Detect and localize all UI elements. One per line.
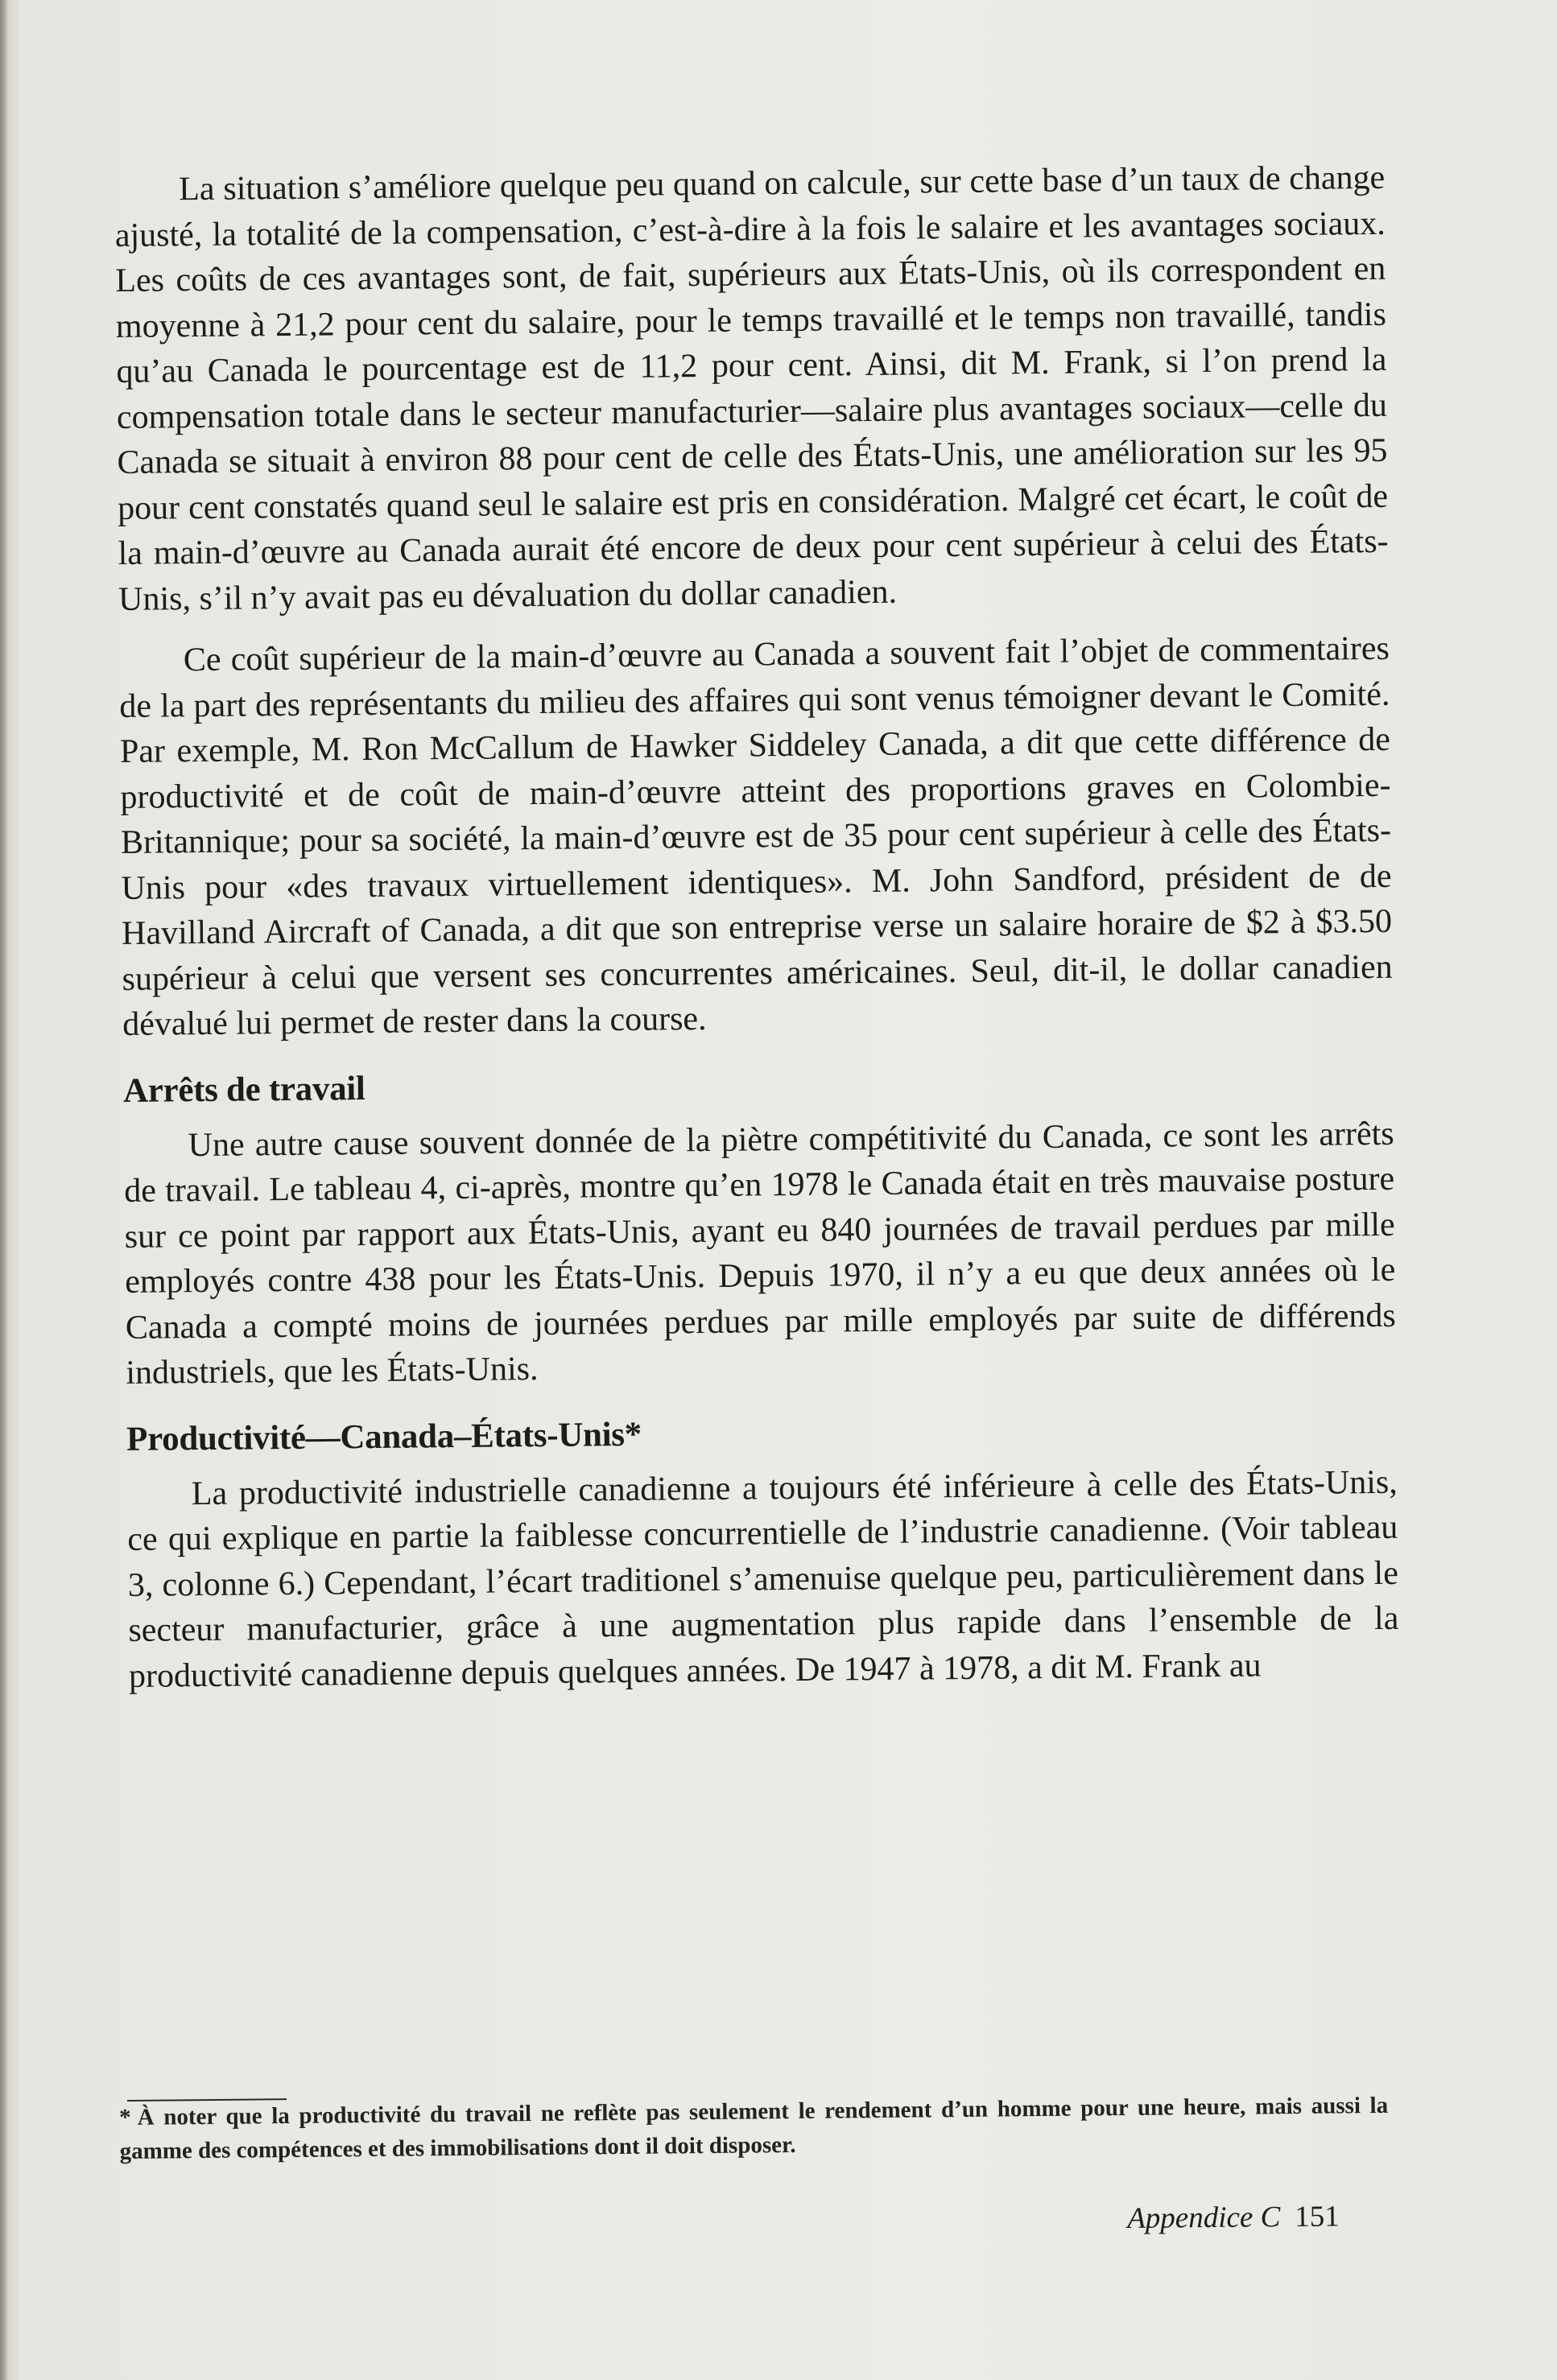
footnote-text: À noter que la productivité du travail ne reflète pas seulement le rendement d’un homme pour une heure, mais aussi la gamme des compétences et des immobilisations dont il doit disposer. — [119, 2092, 1389, 2164]
heading-productivity: Productivité—Canada–États-Unis* — [126, 1415, 642, 1458]
footnote — [119, 2089, 1389, 2168]
heading-work-stoppages: Arrêts de travail — [122, 1069, 366, 1110]
page-number: 151 — [1295, 2200, 1340, 2234]
body-text — [114, 155, 1399, 1699]
page-binding-edge — [0, 0, 7, 2380]
paragraph-labour-cost: Ce coût supérieur de la main-d’œuvre au Canada a souvent fait l’objet de commentaires de la part des représentants du milieu des affaires qui sont venus témoigner devant le Comité. Par exemple, M. Ron McCallum de Hawker Siddeley Canada, a dit que cette différence de productivité et de coût de main-d’œuvre atteint des proportions graves en Colombie-Britannique; pour sa société, la main-d’œuvre est de 35 pour cent supérieur à celle des États-Unis pour «des travaux virtuellement identiques». M. John Sandford, président de de Havilland Aircraft of Canada, a dit que son entreprise verse un salaire horaire de $2 à $3.50 supérieur à celui que versent ses concurrentes américaines. Seul, dit-il, le dollar canadien dévalué lui permet de rester dans la course. — [119, 629, 1393, 1043]
paragraph-productivity: La productivité industrielle canadienne a toujours été inférieure à celle des États-Unis, ce qui explique en partie la faiblesse concurrentielle de l’industrie canadienne. (Voir tableau 3, colonne 6.) Cependant, l’écart traditionel s’amenuise quelque peu, particulièrement dans le secteur manufacturier, grâce à une augmentation plus rapide dans l’ensemble de la productivité canadienne depuis quelques années. De 1947 à 1978, a dit M. Frank au — [127, 1463, 1399, 1695]
paragraph-work-stoppages: Une autre cause souvent donnée de la piètre compétitivité du Canada, ce sont les arrêts de travail. Le tableau 4, ci-après, montre qu’en 1978 le Canada était en très mauvaise posture sur ce point par rapport aux États-Unis, ayant eu 840 journées de travail perdues par mille employés contre 438 pour les États-Unis. Depuis 1970, il n’y a eu que deux années où le Canada a compté moins de journées perdues par mille employés par suite de différends industriels, que les États-Unis. — [123, 1115, 1396, 1392]
running-footer — [1127, 2197, 1393, 2238]
paragraph-compensation: La situation s’améliore quelque peu quand on calcule, sur cette base d’un taux de change ajusté, la totalité de la compensation, c’est-à-dire à la fois le salaire et les avantages sociaux. Les coûts de ces avantages sont, de fait, supérieurs aux États-Unis, où ils correspondent en moyenne à 21,2 pour cent du salaire, pour le temps travaillé et le temps non travaillé, tandis qu’au Canada le pourcentage est de 11,2 pour cent. Ainsi, dit M. Frank, si l’on prend la compensation totale dans le secteur manufacturier—salaire plus avantages sociaux—celle du Canada se situait à environ 88 pour cent de celle des États-Unis, une amélioration sur les 95 pour cent constatés quand seul le salaire est pris en considération. Malgré cet écart, le coût de la main-d’œuvre au Canada aurait été encore de deux pour cent supérieur à celui des États-Unis, s’il n’y avait pas eu dévaluation du dollar canadien. — [114, 159, 1389, 618]
footnote-marker: * — [119, 2104, 131, 2130]
footer-appendix-label: Appendice C — [1127, 2201, 1281, 2235]
